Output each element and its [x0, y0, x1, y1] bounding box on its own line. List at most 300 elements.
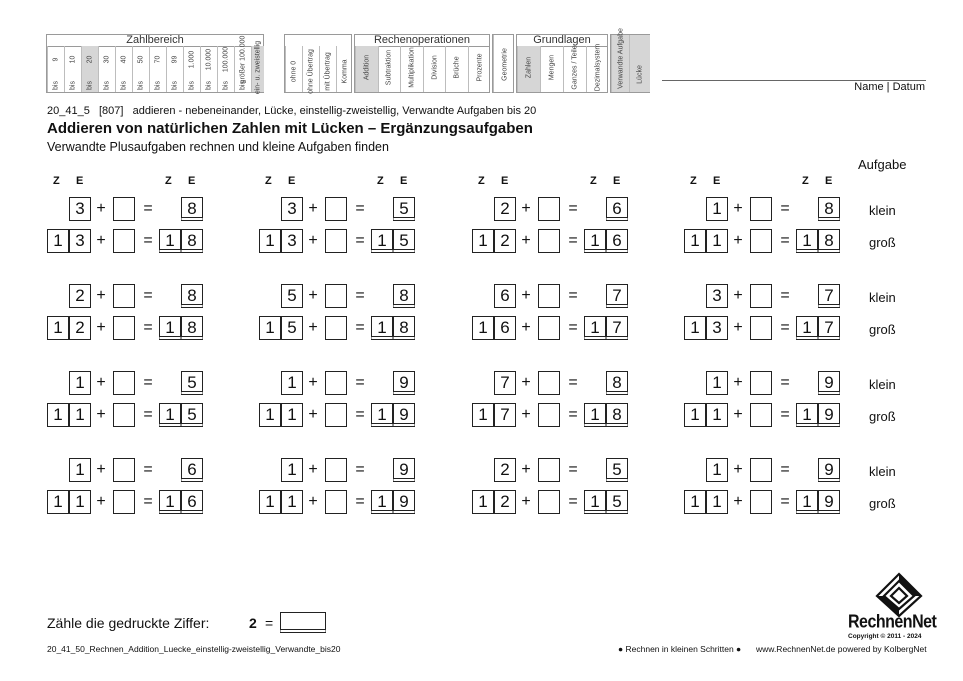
plus-sign: +	[733, 200, 743, 217]
answer-box[interactable]	[750, 284, 772, 308]
answer-box[interactable]	[113, 490, 135, 514]
equals-sign: =	[568, 493, 578, 510]
result-digit: 5	[606, 490, 628, 514]
grundlagen-cell	[517, 46, 540, 92]
zahlbereich-bis: bis	[69, 81, 77, 90]
label-klein: klein	[869, 290, 896, 305]
logo-text: RechnenNet	[848, 612, 937, 633]
zahlbereich-cell	[217, 46, 234, 92]
label-gross: groß	[869, 496, 896, 511]
equals-sign: =	[780, 232, 790, 249]
answer-box[interactable]	[538, 403, 560, 427]
addend-tens-digit: 1	[47, 316, 69, 340]
answer-box[interactable]	[325, 229, 347, 253]
answer-box[interactable]	[325, 403, 347, 427]
answer-box[interactable]	[538, 458, 560, 482]
answer-box[interactable]	[750, 316, 772, 340]
answer-box[interactable]	[325, 371, 347, 395]
footer-filename: 20_41_50_Rechnen_Addition_Luecke_einstellig-zweistellig_Verwandte_bis20	[47, 644, 341, 654]
equals-sign: =	[568, 406, 578, 423]
answer-box[interactable]	[113, 197, 135, 221]
addend-digit: 1	[69, 490, 91, 514]
addend-digit: 1	[706, 490, 728, 514]
plus-sign: +	[521, 200, 531, 217]
col-header-e: E	[613, 175, 621, 187]
answer-box[interactable]	[750, 371, 772, 395]
result-digit: 6	[606, 197, 628, 221]
addend-digit: 2	[494, 458, 516, 482]
equals-sign: =	[143, 493, 153, 510]
zahlbereich-cell	[149, 46, 166, 92]
uebertrag-label: Komma	[341, 59, 349, 84]
result-digit: 5	[606, 458, 628, 482]
col-header-e: E	[76, 175, 84, 187]
uebertrag-label: ohne 0	[290, 60, 298, 83]
addend-digit: 3	[69, 197, 91, 221]
zahlbereich-value: 1.000	[188, 50, 196, 69]
rechenoperationen-block	[354, 34, 490, 93]
addend-tens-digit: 1	[47, 403, 69, 427]
result-digit: 9	[393, 490, 415, 514]
result-digit: 9	[818, 371, 840, 395]
equals-sign: =	[355, 493, 365, 510]
addend-tens-digit: 1	[259, 490, 281, 514]
answer-box[interactable]	[750, 490, 772, 514]
addend-tens-digit: 1	[684, 490, 706, 514]
result-digit: 8	[393, 316, 415, 340]
answer-box[interactable]	[113, 284, 135, 308]
equals-sign: =	[568, 287, 578, 304]
rechenop-label: Prozente	[476, 53, 484, 82]
result-tens-digit: 1	[584, 229, 606, 253]
col-header-e: E	[288, 175, 296, 187]
answer-box[interactable]	[538, 229, 560, 253]
geometrie-cell	[493, 35, 515, 92]
rechenop-label: Multiplikation	[408, 47, 416, 88]
zahlbereich-bis: bis	[239, 81, 247, 90]
plus-sign: +	[308, 319, 318, 336]
plus-sign: +	[308, 461, 318, 478]
zahlbereich-extra-cell	[251, 40, 264, 95]
plus-sign: +	[521, 287, 531, 304]
label-gross: groß	[869, 409, 896, 424]
zahlbereich-bis: bis	[86, 81, 94, 90]
equals-sign: =	[780, 461, 790, 478]
answer-box[interactable]	[538, 490, 560, 514]
label-klein: klein	[869, 464, 896, 479]
result-digit: 9	[818, 458, 840, 482]
grundlagen-cell	[540, 46, 563, 92]
col-header-z: Z	[690, 175, 697, 187]
zahlbereich-value: 40	[120, 55, 128, 64]
addend-tens-digit: 1	[47, 490, 69, 514]
addend-digit: 2	[494, 197, 516, 221]
equals-sign: =	[355, 232, 365, 249]
addend-digit: 1	[281, 458, 303, 482]
zahlbereich-bis: bis	[171, 81, 179, 90]
result-tens-digit: 1	[371, 403, 393, 427]
plus-sign: +	[96, 493, 106, 510]
zahlbereich-cell	[132, 46, 149, 92]
equals-sign: =	[143, 406, 153, 423]
rechenop-label: Brüche	[453, 56, 461, 79]
equals-sign: =	[143, 287, 153, 304]
addend-digit: 1	[706, 371, 728, 395]
zahlbereich-value: 30	[103, 55, 111, 64]
zahlbereich-bis: bis	[137, 81, 145, 90]
zahlbereich-value: 50	[137, 55, 145, 64]
result-digit: 8	[181, 197, 203, 221]
plus-sign: +	[308, 493, 318, 510]
zahlbereich-value: 9	[52, 57, 60, 62]
label-klein: klein	[869, 377, 896, 392]
result-digit: 7	[818, 316, 840, 340]
addend-tens-digit: 1	[472, 229, 494, 253]
zahlbereich-bis: bis	[120, 81, 128, 90]
answer-box[interactable]	[113, 316, 135, 340]
result-digit: 8	[181, 316, 203, 340]
result-tens-digit: 1	[159, 316, 181, 340]
col-header-e: E	[825, 175, 833, 187]
page-subtitle: Verwandte Plusaufgaben rechnen und kleine Aufgaben finden	[47, 140, 389, 154]
plus-sign: +	[521, 319, 531, 336]
grundlagen-cell	[563, 46, 586, 92]
aufgabe-label: Aufgabe	[858, 157, 907, 172]
zahlbereich-bis: bis	[205, 81, 213, 90]
plus-sign: +	[733, 461, 743, 478]
uebertrag-cell	[285, 46, 302, 92]
count-task-digit: 2	[249, 615, 257, 631]
result-digit: 7	[606, 284, 628, 308]
result-digit: 5	[393, 197, 415, 221]
answer-box[interactable]	[325, 458, 347, 482]
result-digit: 6	[181, 458, 203, 482]
grundlagen-label: Dezimalsystem	[594, 43, 602, 92]
zahlbereich-value: größer 100.000	[239, 35, 247, 84]
col-header-z: Z	[53, 175, 60, 187]
plus-sign: +	[96, 319, 106, 336]
equals-sign: =	[780, 319, 790, 336]
rechenop-cell	[468, 46, 491, 92]
result-digit: 8	[181, 284, 203, 308]
zahlbereich-value: 70	[154, 55, 162, 64]
addend-digit: 1	[706, 403, 728, 427]
answer-box[interactable]	[750, 229, 772, 253]
addend-tens-digit: 1	[684, 229, 706, 253]
addend-tens-digit: 1	[472, 490, 494, 514]
plus-sign: +	[733, 232, 743, 249]
result-digit: 5	[181, 403, 203, 427]
addend-digit: 3	[706, 284, 728, 308]
result-tens-digit: 1	[371, 490, 393, 514]
rechenop-cell	[355, 46, 378, 92]
result-digit: 6	[181, 490, 203, 514]
plus-sign: +	[96, 232, 106, 249]
answer-box[interactable]	[325, 197, 347, 221]
addend-digit: 1	[281, 490, 303, 514]
result-tens-digit: 1	[584, 490, 606, 514]
answer-box[interactable]	[750, 403, 772, 427]
verwandte-cell	[611, 28, 629, 92]
equals-sign: =	[568, 200, 578, 217]
uebertrag-label: mit Übertrag	[324, 52, 332, 91]
plus-sign: +	[96, 406, 106, 423]
zahlbereich-value: 10.000	[205, 48, 213, 71]
addend-tens-digit: 1	[47, 229, 69, 253]
result-digit: 8	[393, 284, 415, 308]
plus-sign: +	[521, 493, 531, 510]
rechnennet-logo-icon	[873, 572, 925, 618]
result-tens-digit: 1	[159, 403, 181, 427]
addend-digit: 1	[706, 197, 728, 221]
addend-tens-digit: 1	[472, 403, 494, 427]
plus-sign: +	[733, 374, 743, 391]
equals-sign: =	[568, 461, 578, 478]
result-tens-digit: 1	[796, 490, 818, 514]
result-tens-digit: 1	[159, 490, 181, 514]
addend-tens-digit: 1	[259, 316, 281, 340]
addend-digit: 1	[706, 458, 728, 482]
plus-sign: +	[733, 406, 743, 423]
answer-box[interactable]	[113, 229, 135, 253]
rechenop-cell	[423, 46, 446, 92]
addend-digit: 2	[69, 316, 91, 340]
result-digit: 8	[181, 229, 203, 253]
count-task-eq: =	[265, 615, 274, 631]
plus-sign: +	[308, 232, 318, 249]
result-digit: 9	[818, 490, 840, 514]
equals-sign: =	[143, 232, 153, 249]
equals-sign: =	[355, 406, 365, 423]
addend-digit: 1	[281, 371, 303, 395]
footer-slogan: ● Rechnen in kleinen Schritten ●	[618, 644, 742, 654]
zahlbereich-value: 99	[171, 55, 179, 64]
label-gross: groß	[869, 235, 896, 250]
logo-copyright: Copyright © 2011 - 2024	[848, 633, 922, 640]
addend-digit: 3	[706, 316, 728, 340]
result-tens-digit: 1	[796, 316, 818, 340]
addend-digit: 1	[69, 403, 91, 427]
plus-sign: +	[308, 200, 318, 217]
answer-box[interactable]	[113, 371, 135, 395]
uebertrag-cell	[336, 46, 353, 92]
zahlbereich-bis: bis	[103, 81, 111, 90]
col-header-z: Z	[265, 175, 272, 187]
result-digit: 8	[606, 403, 628, 427]
col-header-z: Z	[377, 175, 384, 187]
grundlagen-block	[516, 34, 608, 93]
answer-box[interactable]	[538, 371, 560, 395]
count-answer-box[interactable]	[280, 612, 326, 633]
equals-sign: =	[355, 287, 365, 304]
result-digit: 5	[181, 371, 203, 395]
result-digit: 9	[393, 403, 415, 427]
zahlbereich-value: 20	[86, 55, 94, 64]
plus-sign: +	[96, 374, 106, 391]
result-digit: 8	[818, 229, 840, 253]
uebertrag-cell	[319, 46, 336, 92]
zahlbereich-cell	[166, 46, 183, 92]
result-digit: 8	[606, 371, 628, 395]
addend-digit: 7	[494, 403, 516, 427]
rechenop-label: Subtraktion	[385, 49, 393, 86]
addend-digit: 3	[69, 229, 91, 253]
addend-digit: 2	[494, 490, 516, 514]
grundlagen-cell	[586, 43, 609, 92]
col-header-e: E	[713, 175, 721, 187]
luecke-cell	[629, 35, 650, 92]
equals-sign: =	[143, 319, 153, 336]
zahlbereich-cell	[200, 46, 217, 92]
addend-digit: 2	[69, 284, 91, 308]
equals-sign: =	[355, 374, 365, 391]
plus-sign: +	[733, 493, 743, 510]
rechenoperationen-title: Rechenoperationen	[355, 35, 489, 47]
col-header-e: E	[400, 175, 408, 187]
uebertrag-label: ohne Übertrag	[307, 49, 315, 94]
result-tens-digit: 1	[584, 403, 606, 427]
grundlagen-label: Mengen	[548, 54, 556, 81]
label-gross: groß	[869, 322, 896, 337]
equals-sign: =	[143, 461, 153, 478]
answer-box[interactable]	[750, 458, 772, 482]
equals-sign: =	[355, 200, 365, 217]
equals-sign: =	[780, 493, 790, 510]
addend-digit: 5	[281, 284, 303, 308]
answer-box[interactable]	[325, 316, 347, 340]
zahlbereich-title: Zahlbereich	[47, 35, 263, 47]
col-header-e: E	[501, 175, 509, 187]
answer-box[interactable]	[538, 284, 560, 308]
count-task-label: Zähle die gedruckte Ziffer:	[47, 615, 210, 631]
addend-digit: 7	[494, 371, 516, 395]
addend-digit: 6	[494, 316, 516, 340]
equals-sign: =	[780, 287, 790, 304]
result-tens-digit: 1	[371, 229, 393, 253]
zahlbereich-cell	[183, 46, 200, 92]
zahlbereich-bis: bis	[188, 81, 196, 90]
result-digit: 7	[818, 284, 840, 308]
zahlbereich-cell	[81, 46, 98, 92]
addend-digit: 3	[281, 229, 303, 253]
addend-digit: 1	[69, 458, 91, 482]
geometrie-label: Geometrie	[501, 48, 508, 81]
verwandte-block	[610, 28, 650, 93]
result-digit: 8	[818, 197, 840, 221]
col-header-z: Z	[802, 175, 809, 187]
rechenop-cell	[378, 46, 401, 92]
zahlbereich-bis: bis	[52, 81, 60, 90]
equals-sign: =	[780, 200, 790, 217]
answer-box[interactable]	[538, 197, 560, 221]
plus-sign: +	[308, 287, 318, 304]
answer-box[interactable]	[538, 316, 560, 340]
plus-sign: +	[521, 406, 531, 423]
equals-sign: =	[780, 406, 790, 423]
col-header-z: Z	[165, 175, 172, 187]
result-digit: 9	[393, 371, 415, 395]
result-tens-digit: 1	[371, 316, 393, 340]
answer-box[interactable]	[113, 403, 135, 427]
rechenop-label: Division	[431, 55, 439, 80]
equals-sign: =	[143, 200, 153, 217]
result-digit: 9	[393, 458, 415, 482]
grundlagen-title: Grundlagen	[517, 35, 607, 47]
rechenop-label: Addition	[363, 54, 371, 81]
equals-sign: =	[568, 374, 578, 391]
page-title: Addieren von natürlichen Zahlen mit Lücken – Ergänzungsaufgaben	[47, 120, 533, 137]
answer-box[interactable]	[325, 490, 347, 514]
verwandte-label: Verwandte Aufgabe	[617, 28, 624, 89]
zahlbereich-cell	[47, 46, 64, 92]
plus-sign: +	[733, 319, 743, 336]
addend-digit: 1	[281, 403, 303, 427]
grundlagen-label: Zahlen	[525, 56, 533, 79]
addend-tens-digit: 1	[684, 316, 706, 340]
rechenop-cell	[445, 46, 468, 92]
luecke-label: Lücke	[636, 65, 644, 84]
answer-box[interactable]	[750, 197, 772, 221]
answer-box[interactable]	[325, 284, 347, 308]
zahlbereich-cell	[64, 46, 81, 92]
col-header-z: Z	[590, 175, 597, 187]
plus-sign: +	[96, 200, 106, 217]
result-digit: 6	[606, 229, 628, 253]
label-klein: klein	[869, 203, 896, 218]
plus-sign: +	[96, 287, 106, 304]
zahlbereich-value: 100.000	[222, 46, 230, 73]
plus-sign: +	[521, 374, 531, 391]
addend-tens-digit: 1	[472, 316, 494, 340]
addend-tens-digit: 1	[259, 403, 281, 427]
equals-sign: =	[568, 319, 578, 336]
uebertrag-block	[284, 34, 352, 93]
addend-tens-digit: 1	[259, 229, 281, 253]
result-digit: 9	[818, 403, 840, 427]
uebertrag-cell	[302, 46, 319, 92]
zahlbereich-extra: ein- u. zweistellig	[254, 40, 262, 95]
plus-sign: +	[308, 406, 318, 423]
addend-digit: 3	[281, 197, 303, 221]
result-digit: 7	[606, 316, 628, 340]
zahlbereich-value: 10	[69, 55, 77, 64]
meta-line: 20_41_5 [807] addieren - nebeneinander, Lücke, einstellig-zweistellig, Verwandte Aufgaben bis 20	[47, 105, 537, 117]
plus-sign: +	[521, 461, 531, 478]
result-tens-digit: 1	[796, 229, 818, 253]
plus-sign: +	[96, 461, 106, 478]
plus-sign: +	[308, 374, 318, 391]
equals-sign: =	[355, 319, 365, 336]
zahlbereich-cell	[98, 46, 115, 92]
col-header-e: E	[188, 175, 196, 187]
result-tens-digit: 1	[796, 403, 818, 427]
zahlbereich-bis: bis	[154, 81, 162, 90]
addend-digit: 5	[281, 316, 303, 340]
col-header-z: Z	[478, 175, 485, 187]
result-digit: 5	[393, 229, 415, 253]
result-tens-digit: 1	[584, 316, 606, 340]
geometrie-block	[492, 34, 514, 93]
equals-sign: =	[143, 374, 153, 391]
answer-box[interactable]	[113, 458, 135, 482]
equals-sign: =	[355, 461, 365, 478]
name-date-label: Name | Datum	[854, 81, 925, 93]
result-tens-digit: 1	[159, 229, 181, 253]
equals-sign: =	[568, 232, 578, 249]
zahlbereich-cell	[234, 35, 251, 92]
grundlagen-label: Ganzes / Teile	[571, 45, 579, 90]
addend-tens-digit: 1	[684, 403, 706, 427]
